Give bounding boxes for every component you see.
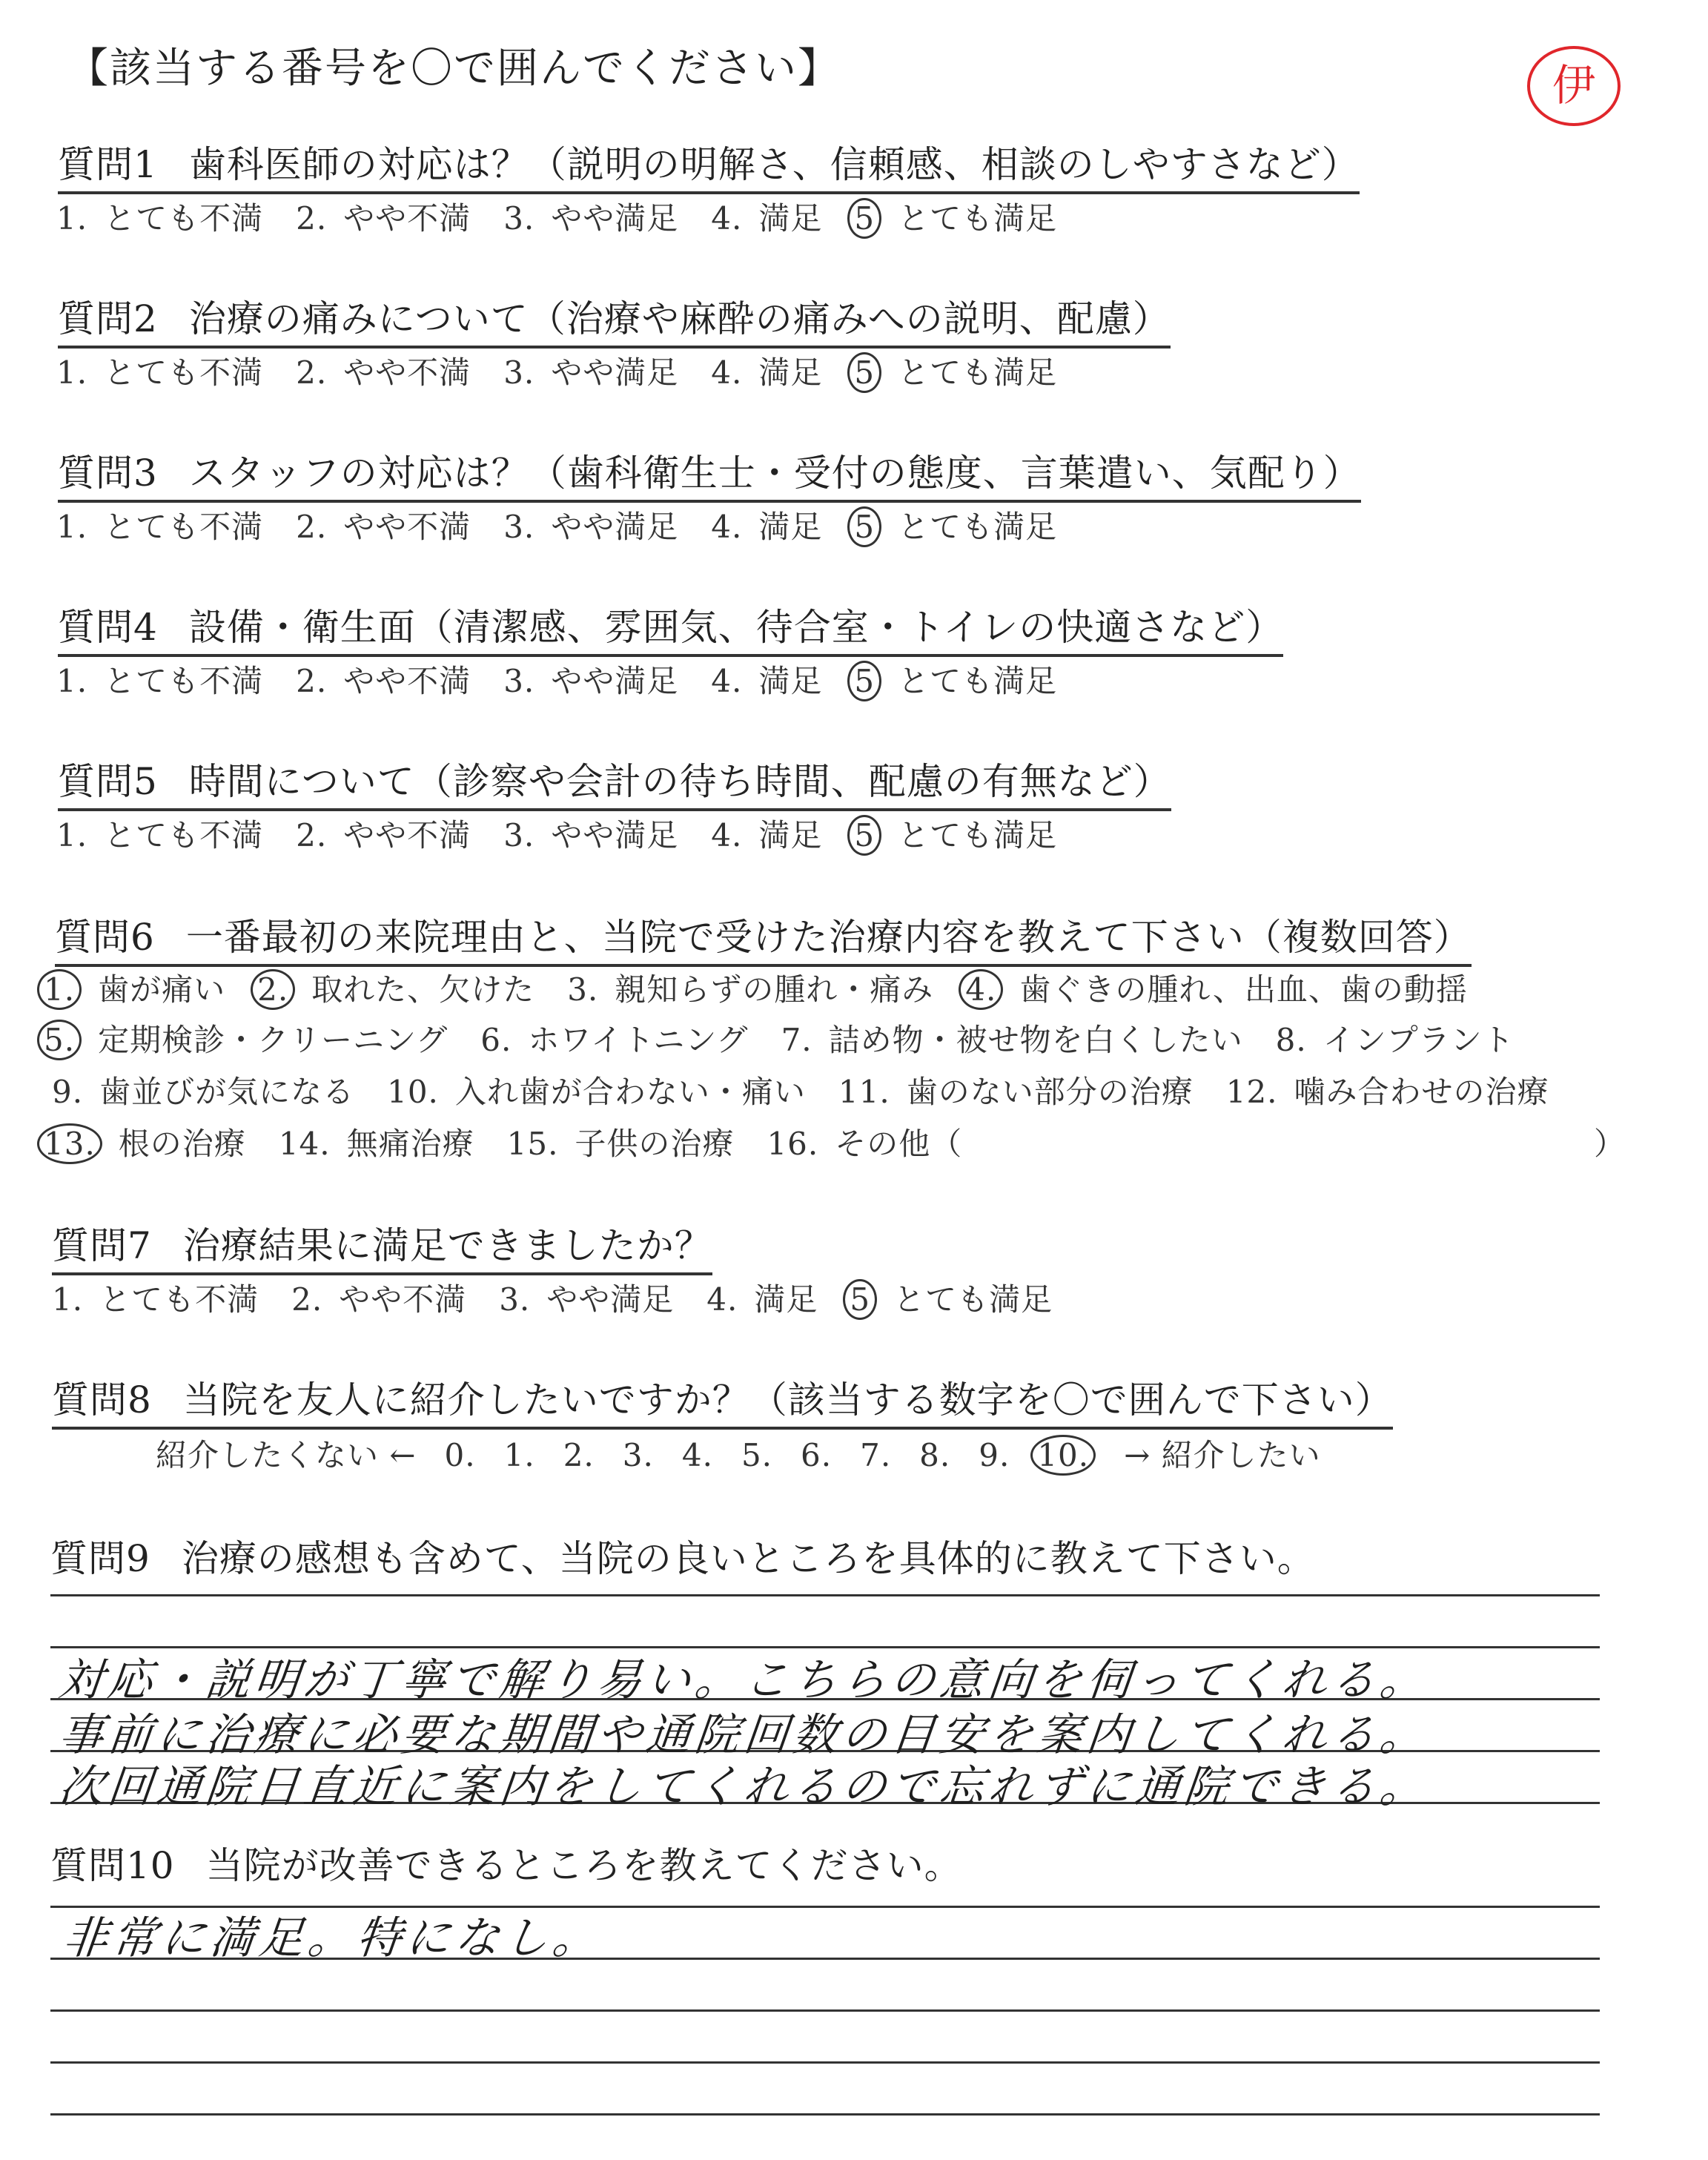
option-4[interactable]: 4. 満足	[711, 509, 823, 545]
option-3[interactable]: 3. やや満足	[503, 354, 679, 391]
option-3[interactable]: 3. やや満足	[499, 1281, 675, 1318]
handwritten-answer-line: 次回通院日直近に案内をしてくれるので忘れずに通院できる。	[56, 1761, 1432, 1813]
handwritten-answer-line: 非常に満足。特になし。	[60, 1912, 605, 1964]
question-6-row-3	[52, 1068, 1582, 1112]
option-1[interactable]: 1. とても不満	[56, 354, 264, 391]
question-5-label: 質問5	[58, 760, 158, 803]
scale-left-label: 紹介したくない ←	[156, 1437, 417, 1473]
answer-line	[50, 2009, 1600, 2012]
staff-stamp: 伊	[1527, 46, 1621, 126]
question-9	[50, 1529, 1315, 1585]
reason-option-11[interactable]: 11. 歯のない部分の治療	[838, 1074, 1194, 1110]
reason-option-6[interactable]: 6. ホワイトニング	[480, 1022, 749, 1058]
handwritten-answer-line: 対応・説明が丁寧で解り易い。こちらの意向を伺ってくれる。	[56, 1654, 1432, 1706]
option-1[interactable]: 1. とても不満	[56, 509, 264, 545]
scale-right-label: → 紹介したい	[1124, 1437, 1321, 1473]
option-2[interactable]: 2. やや不満	[296, 509, 471, 545]
question-9-text: 治療の感想も含めて、当院の良いところを具体的に教えて下さい。	[181, 1537, 1315, 1580]
reason-option-9[interactable]: 9. 歯並びが気になる	[52, 1074, 355, 1110]
reason-option-15[interactable]: 15. 子供の治療	[506, 1126, 735, 1162]
question-6-label: 質問6	[55, 916, 155, 959]
question-2-text: 治療の痛みについて（治療や麻酔の痛みへの説明、配慮）	[188, 297, 1171, 340]
question-3-text: スタッフの対応は？（歯科衛生士・受付の態度、言葉遣い、気配り）	[188, 452, 1361, 495]
option-1[interactable]: 1. とても不満	[56, 200, 264, 237]
reason-option-2[interactable]: 2. 取れた、欠けた	[258, 965, 534, 1010]
question-10	[50, 1836, 962, 1892]
answer-line	[50, 2061, 1600, 2064]
question-6-text: 一番最初の来院理由と、当院で受けた治療内容を教えて下さい（複数回答）	[185, 916, 1472, 959]
option-5-selected[interactable]: 5 とても満足	[855, 657, 1057, 701]
reason-option-7[interactable]: 7. 詰め物・被せ物を白くしたい	[781, 1022, 1243, 1058]
reason-option-14[interactable]: 14. 無痛治療	[278, 1126, 474, 1162]
scale-1[interactable]: 1.	[503, 1437, 535, 1473]
option-3[interactable]: 3. やや満足	[503, 509, 679, 545]
option-5-selected[interactable]: 5 とても満足	[850, 1275, 1053, 1320]
option-5-selected[interactable]: 5 とても満足	[855, 503, 1057, 547]
reason-option-8[interactable]: 8. インプラント	[1275, 1022, 1515, 1058]
reason-option-12[interactable]: 12. 噛み合わせの治療	[1225, 1074, 1549, 1110]
scale-2[interactable]: 2.	[563, 1437, 595, 1473]
question-3	[58, 443, 1361, 503]
reason-option-3[interactable]: 3. 親知らずの腫れ・痛み	[567, 971, 934, 1008]
question-8-label: 質問8	[52, 1378, 152, 1421]
question-4-label: 質問4	[58, 606, 158, 649]
option-1[interactable]: 1. とても不満	[52, 1281, 259, 1318]
option-1[interactable]: 1. とても不満	[56, 817, 264, 853]
question-5-text: 時間について（診察や会計の待ち時間、配慮の有無など）	[188, 760, 1171, 803]
answer-line	[50, 2113, 1600, 2116]
option-5-selected[interactable]: 5 とても満足	[855, 349, 1057, 393]
question-5	[58, 752, 1171, 811]
option-4[interactable]: 4. 満足	[711, 817, 823, 853]
option-2[interactable]: 2. やや不満	[296, 817, 471, 853]
survey-title: 【該当する番号を〇で囲んでください】	[67, 44, 841, 93]
other-close-paren: ）	[1594, 1126, 1626, 1162]
scale-8[interactable]: 8.	[919, 1437, 951, 1473]
option-2[interactable]: 2. やや不満	[291, 1281, 467, 1318]
reason-option-10[interactable]: 10. 入れ歯が合わない・痛い	[387, 1074, 806, 1110]
question-4	[58, 598, 1283, 657]
reason-option-1[interactable]: 1. 歯が痛い	[44, 965, 225, 1010]
question-8	[52, 1370, 1393, 1430]
reason-option-13[interactable]: 13. 根の治療	[44, 1120, 246, 1164]
question-3-label: 質問3	[58, 452, 158, 495]
question-4-text: 設備・衛生面（清潔感、雰囲気、待合室・トイレの快適さなど）	[188, 606, 1284, 649]
question-1	[58, 135, 1360, 194]
question-6-row-2	[44, 1016, 1547, 1060]
answer-line	[50, 1594, 1600, 1596]
question-7-options	[52, 1275, 1085, 1320]
scale-0[interactable]: 0.	[444, 1437, 476, 1473]
option-3[interactable]: 3. やや満足	[503, 663, 679, 699]
recommend-scale	[156, 1431, 1349, 1476]
scale-3[interactable]: 3.	[622, 1437, 654, 1473]
option-2[interactable]: 2. やや不満	[296, 663, 471, 699]
scale-6[interactable]: 6.	[801, 1437, 833, 1473]
option-5-selected[interactable]: 5 とても満足	[855, 811, 1057, 856]
option-2[interactable]: 2. やや不満	[296, 200, 471, 237]
question-6-row-4	[44, 1120, 995, 1164]
question-4-options	[56, 657, 1090, 701]
scale-7[interactable]: 7.	[860, 1437, 892, 1473]
option-2[interactable]: 2. やや不満	[296, 354, 471, 391]
option-5-selected[interactable]: 5 とても満足	[855, 194, 1057, 239]
question-7-text: 治療結果に満足できましたか？	[182, 1224, 712, 1267]
option-4[interactable]: 4. 満足	[711, 663, 823, 699]
question-1-options	[56, 194, 1090, 239]
question-10-label: 質問10	[50, 1844, 175, 1887]
option-4[interactable]: 4. 満足	[711, 354, 823, 391]
option-3[interactable]: 3. やや満足	[503, 817, 679, 853]
reason-option-4[interactable]: 4. 歯ぐきの腫れ、出血、歯の動揺	[966, 965, 1468, 1010]
scale-5[interactable]: 5.	[741, 1437, 773, 1473]
question-2-options	[56, 349, 1090, 393]
question-3-options	[56, 503, 1090, 547]
question-1-text: 歯科医師の対応は？（説明の明解さ、信頼感、相談のしやすさなど）	[188, 143, 1360, 186]
option-4[interactable]: 4. 満足	[711, 200, 823, 237]
question-8-text: 当院を友人に紹介したいですか？（該当する数字を〇で囲んで下さい）	[182, 1378, 1393, 1421]
question-1-label: 質問1	[58, 143, 158, 186]
question-10-text: 当院が改善できるところを教えてください。	[205, 1844, 962, 1887]
question-2-label: 質問2	[58, 297, 158, 340]
option-3[interactable]: 3. やや満足	[503, 200, 679, 237]
scale-4[interactable]: 4.	[681, 1437, 713, 1473]
question-6	[55, 908, 1472, 967]
question-2	[58, 289, 1171, 349]
handwritten-answer-line: 事前に治療に必要な期間や通院回数の目安を案内してくれる。	[56, 1709, 1432, 1761]
question-7	[52, 1216, 712, 1275]
option-4[interactable]: 4. 満足	[706, 1281, 818, 1318]
reason-option-5[interactable]: 5. 定期検診・クリーニング	[44, 1016, 448, 1060]
scale-10-selected[interactable]: 10.	[1030, 1435, 1096, 1476]
question-7-label: 質問7	[52, 1224, 152, 1267]
reason-option-16[interactable]: 16. その他（	[767, 1126, 963, 1162]
option-1[interactable]: 1. とても不満	[56, 663, 264, 699]
scale-9[interactable]: 9.	[979, 1437, 1010, 1473]
question-5-options	[56, 811, 1090, 856]
question-9-label: 質問9	[50, 1537, 150, 1580]
question-6-row-1	[44, 965, 1500, 1010]
